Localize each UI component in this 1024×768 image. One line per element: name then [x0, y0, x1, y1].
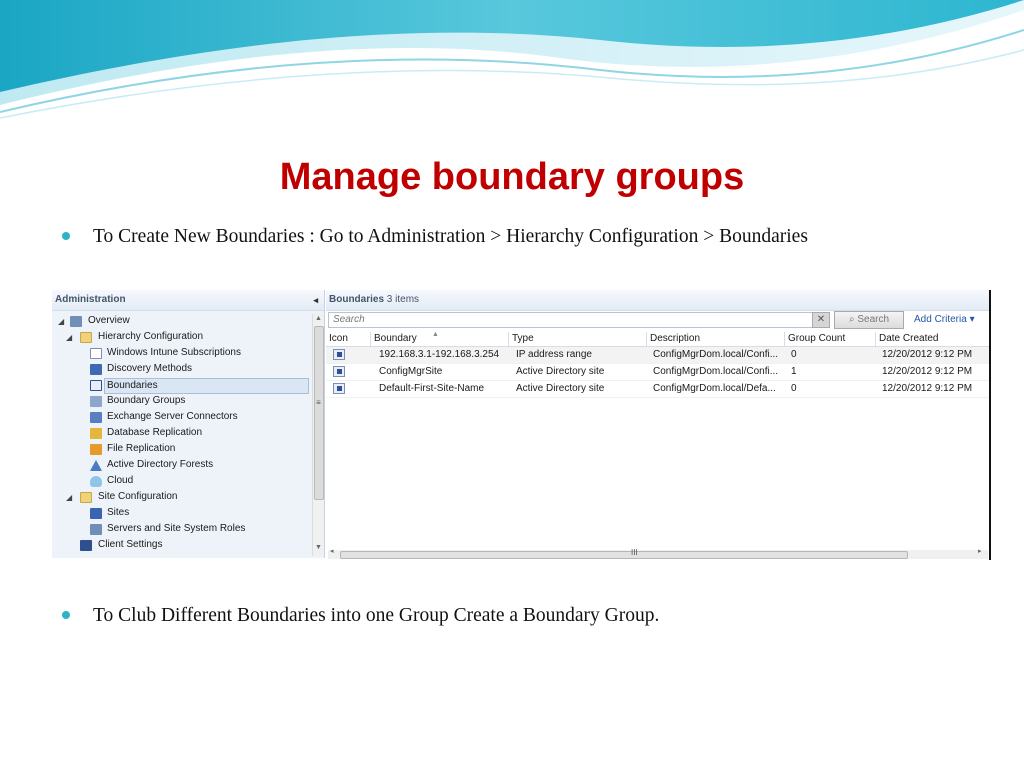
content-pane [326, 290, 991, 558]
nav-item-label: Active Directory Forests [107, 459, 214, 470]
cell-date-created: 12/20/2012 9:12 PM [882, 349, 973, 360]
expand-arrow-icon[interactable]: ◢ [66, 333, 73, 342]
file-replication-icon [90, 444, 102, 455]
nav-item-cloud[interactable] [52, 474, 310, 490]
column-header-icon[interactable]: Icon [326, 332, 371, 346]
cell-boundary: ConfigMgrSite [379, 366, 443, 377]
grid-horizontal-scrollbar[interactable] [328, 550, 988, 559]
ad-forest-icon [90, 460, 102, 471]
cell-group-count: 1 [791, 366, 797, 377]
bullet-text: To Club Different Boundaries into one Group Create a Boundary Group. [93, 605, 660, 626]
boundary-row-icon [333, 366, 345, 377]
expand-arrow-icon[interactable]: ◢ [66, 493, 73, 502]
screenshot-edge [989, 290, 991, 560]
scroll-thumb[interactable] [340, 548, 908, 559]
nav-item-site-configuration[interactable] [52, 490, 310, 506]
navigation-pane [52, 290, 325, 558]
cell-description: ConfigMgrDom.local/Defa... [653, 383, 776, 394]
scroll-grip-icon: ≡ [316, 398, 321, 407]
scroll-down-icon[interactable]: ▼ [315, 544, 322, 551]
bullet-boundary-group [62, 603, 882, 629]
boundary-row-icon [333, 349, 345, 360]
clear-search-icon[interactable]: ✕ [812, 312, 830, 328]
nav-item-label: Hierarchy Configuration [98, 331, 204, 342]
cell-type: Active Directory site [516, 383, 605, 394]
nav-item-sites[interactable] [52, 506, 310, 522]
boundary-icon [90, 380, 102, 391]
nav-item-label: Database Replication [107, 427, 203, 438]
nav-header [52, 290, 324, 311]
column-header-group-count[interactable]: Group Count [785, 332, 876, 346]
cell-date-created: 12/20/2012 9:12 PM [882, 366, 973, 377]
nav-item-label: Boundary Groups [107, 395, 186, 406]
grid-header [326, 332, 991, 347]
nav-item-label: Sites [107, 507, 130, 518]
cell-description: ConfigMgrDom.local/Confi... [653, 349, 779, 360]
navigation-tree [52, 314, 310, 554]
cell-boundary: Default-First-Site-Name [379, 383, 485, 394]
table-row[interactable] [326, 364, 991, 381]
slide-title: Manage boundary groups [279, 156, 745, 198]
configmgr-console-screenshot [52, 290, 991, 560]
add-criteria-button[interactable]: Add Criteria ▾ [914, 314, 975, 325]
server-roles-icon [90, 524, 102, 535]
expand-arrow-icon[interactable]: ◢ [58, 317, 65, 326]
nav-item-label: Windows Intune Subscriptions [107, 347, 241, 358]
nav-item-windows-intune-subscriptions[interactable] [52, 346, 310, 362]
cell-date-created: 12/20/2012 9:12 PM [882, 383, 973, 394]
column-header-description[interactable]: Description [647, 332, 785, 346]
bullet-create-boundaries [62, 224, 882, 250]
subscription-icon [90, 348, 102, 359]
search-input[interactable]: Search [328, 312, 814, 328]
sites-icon [90, 508, 102, 519]
nav-item-database-replication[interactable] [52, 426, 310, 442]
nav-item-label: Overview [88, 315, 130, 326]
nav-item-label: Servers and Site System Roles [107, 523, 246, 534]
scroll-grip: III [631, 548, 638, 557]
cell-boundary: 192.168.3.1-192.168.3.254 [379, 349, 500, 360]
table-row[interactable] [326, 381, 991, 398]
bullet-text: To Create New Boundaries : Go to Administration > Hierarchy Configuration > Boundaries [93, 226, 808, 247]
column-header-boundary[interactable]: Boundary [371, 332, 509, 346]
scroll-thumb[interactable] [314, 326, 324, 500]
nav-header-title: Administration [55, 294, 126, 305]
bullet-icon [62, 611, 70, 619]
search-button[interactable] [834, 311, 904, 329]
scroll-up-icon[interactable]: ▲ [315, 315, 322, 322]
content-header-count: 3 items [386, 294, 420, 305]
nav-item-label: Cloud [107, 475, 134, 486]
nav-item-discovery-methods[interactable] [52, 362, 310, 378]
boundaries-grid [326, 332, 991, 398]
decorative-wave-banner [0, 0, 1024, 120]
sort-ascending-icon: ▲ [432, 331, 439, 338]
nav-item-label: Boundaries [104, 378, 309, 394]
bullet-icon [62, 232, 70, 240]
column-header-date-created[interactable]: Date Created [879, 333, 939, 344]
nav-item-overview[interactable] [52, 314, 310, 330]
column-header-type[interactable]: Type [509, 332, 647, 346]
nav-item-exchange-server-connectors[interactable] [52, 410, 310, 426]
scroll-right-icon[interactable]: ▸ [978, 548, 982, 555]
nav-item-file-replication[interactable] [52, 442, 310, 458]
search-icon: ⌕ [848, 314, 858, 325]
cell-description: ConfigMgrDom.local/Confi... [653, 366, 779, 377]
cell-group-count: 0 [791, 349, 797, 360]
nav-item-label: Exchange Server Connectors [107, 411, 238, 422]
nav-item-client-settings[interactable] [52, 538, 310, 554]
nav-item-label: File Replication [107, 443, 176, 454]
content-header [326, 290, 991, 311]
exchange-connector-icon [90, 412, 102, 423]
nav-item-servers-and-site-system-roles[interactable] [52, 522, 310, 538]
discovery-icon [90, 364, 102, 375]
content-header-title: Boundaries [329, 294, 385, 305]
nav-item-label: Site Configuration [98, 491, 178, 502]
nav-item-boundary-groups[interactable] [52, 394, 310, 410]
search-button-label: Search [857, 314, 890, 325]
collapse-icon[interactable]: ◂ [313, 295, 318, 305]
nav-item-label: Discovery Methods [107, 363, 193, 374]
client-settings-icon [80, 540, 92, 551]
scroll-left-icon[interactable]: ◂ [330, 548, 334, 555]
nav-item-boundaries[interactable] [52, 378, 310, 394]
folder-icon [80, 492, 92, 503]
overview-icon [70, 316, 82, 327]
nav-item-hierarchy-configuration[interactable] [52, 330, 310, 346]
cell-group-count: 0 [791, 383, 797, 394]
database-replication-icon [90, 428, 102, 439]
boundary-group-icon [90, 396, 102, 407]
folder-icon [80, 332, 92, 343]
boundary-row-icon [333, 383, 345, 394]
cell-type: Active Directory site [516, 366, 605, 377]
cloud-icon [90, 476, 102, 487]
nav-vertical-scrollbar[interactable] [312, 314, 324, 556]
table-row[interactable] [326, 347, 991, 364]
cell-type: IP address range [516, 349, 592, 360]
nav-item-active-directory-forests[interactable] [52, 458, 310, 474]
nav-item-label: Client Settings [98, 539, 163, 550]
